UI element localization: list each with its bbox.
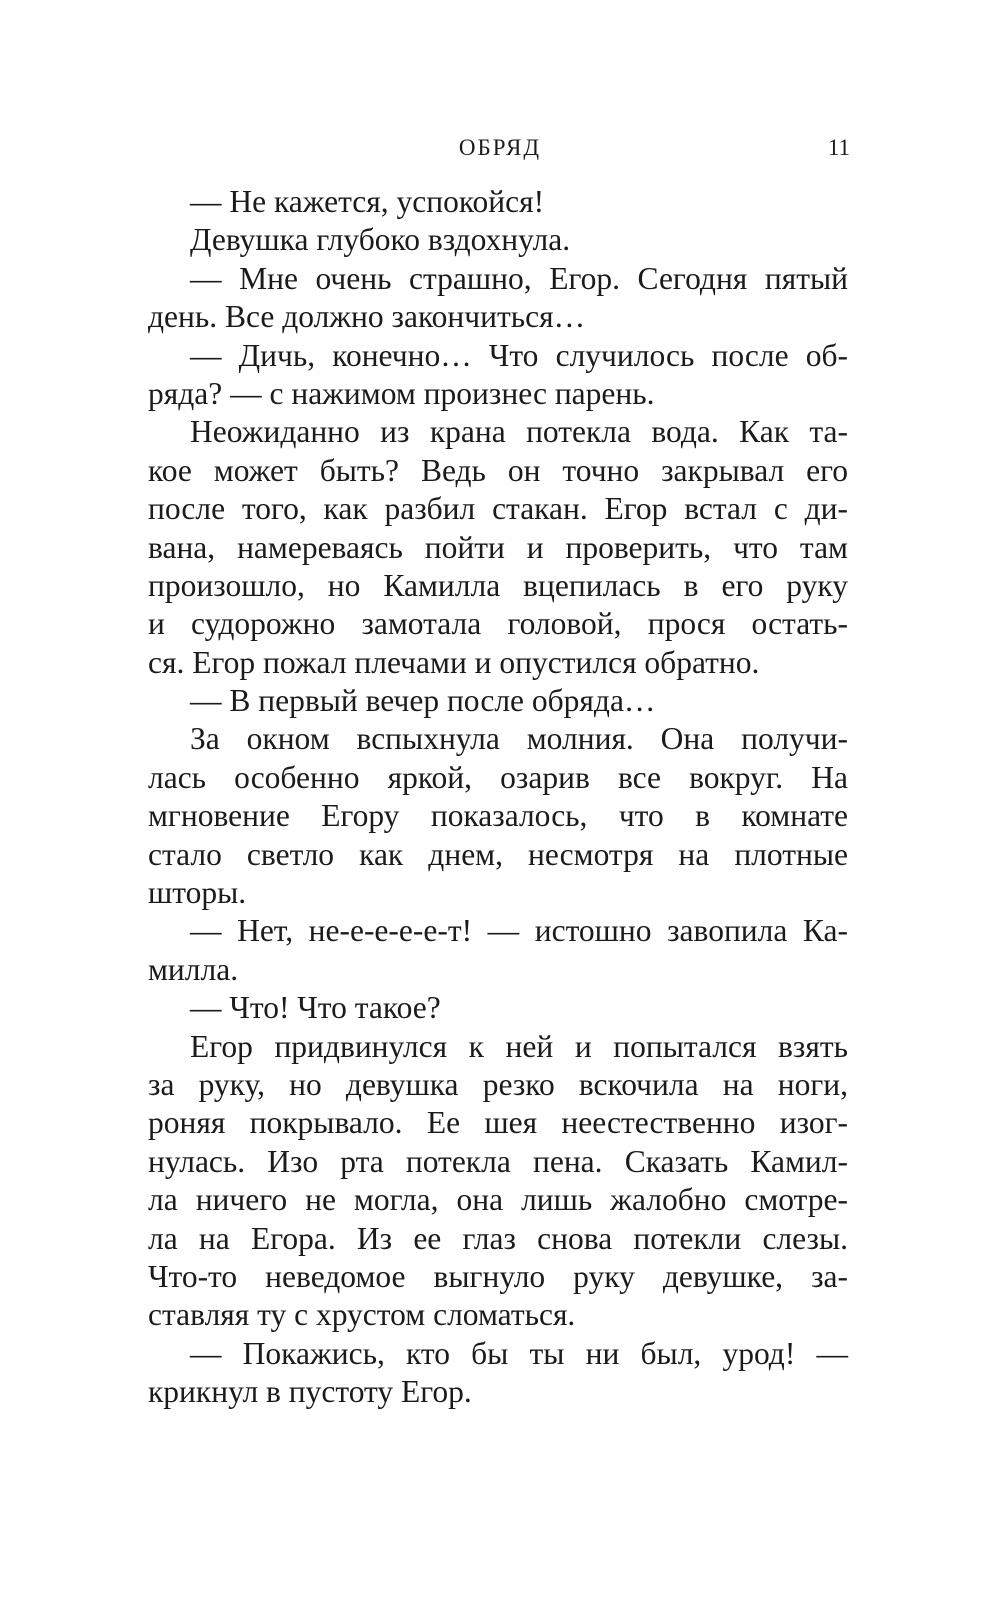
text-line: — Нет, не-е-е-е-е-т! — истошно завопила Ка-	[190, 913, 848, 949]
text-line: шторы.	[148, 875, 247, 911]
text-line: — Что! Что такое?	[190, 990, 441, 1026]
text-line: мгновение Егору показалось, что в комнате	[148, 798, 848, 834]
running-head	[0, 128, 1000, 168]
text-line: ставляя ту с хрустом сломаться.	[148, 1297, 576, 1333]
text-line: — Покажись, кто бы ты ни был, урод! —	[190, 1335, 848, 1371]
text-line: за руку, но девушка резко вскочила на ноги,	[148, 1066, 848, 1102]
text-line: и судорожно замотала головой, прося остать-	[148, 606, 848, 642]
text-line: произошло, но Камилла вцепилась в его руку	[148, 567, 848, 603]
text-line: — В первый вечер после обряда…	[190, 683, 656, 719]
body-text	[148, 183, 848, 1412]
text-line: кое может быть? Ведь он точно закрывал его	[148, 452, 848, 488]
page-number: 11	[827, 135, 850, 160]
text-line: Неожиданно из крана потекла вода. Как та-	[190, 414, 848, 450]
text-line: ряда? — с нажимом произнес парень.	[148, 375, 655, 411]
text-line: ла на Егора. Из ее глаз снова потекли слезы.	[148, 1220, 848, 1256]
text-line: стало светло как днем, несмотря на плотные	[148, 836, 848, 872]
text-line: — Не кажется, успокойся!	[190, 184, 545, 219]
running-title: ОБРЯД	[458, 135, 542, 160]
text-line: день. Все должно закончиться…	[148, 299, 586, 335]
text-line: вана, намереваясь пойти и проверить, что там	[148, 529, 848, 565]
text-line: — Дичь, конечно… Что случилось после об-	[190, 337, 848, 373]
text-line: Девушка глубоко вздохнула.	[190, 222, 571, 258]
text-line: нулась. Изо рта потекла пена. Сказать Камил-	[148, 1143, 848, 1179]
text-line: после того, как разбил стакан. Егор встал с ди-	[148, 491, 848, 527]
text-line: ла ничего не могла, она лишь жалобно смотре-	[148, 1182, 848, 1218]
text-line: ся. Егор пожал плечами и опустился обратно.	[148, 644, 760, 680]
text-line: — Мне очень страшно, Егор. Сегодня пятый	[190, 260, 848, 296]
text-line: За окном вспыхнула молния. Она получи-	[190, 721, 848, 757]
text-line: крикнул в пустоту Егор.	[148, 1374, 472, 1410]
text-line: милла.	[148, 951, 239, 987]
text-line: Что-то неведомое выгнуло руку девушке, за-	[148, 1258, 848, 1294]
text-line: Егор придвинулся к ней и попытался взять	[190, 1028, 848, 1064]
text-line: лась особенно яркой, озарив все вокруг. На	[148, 759, 848, 795]
text-line: роняя покрывало. Ее шея неестественно изог-	[148, 1105, 848, 1141]
